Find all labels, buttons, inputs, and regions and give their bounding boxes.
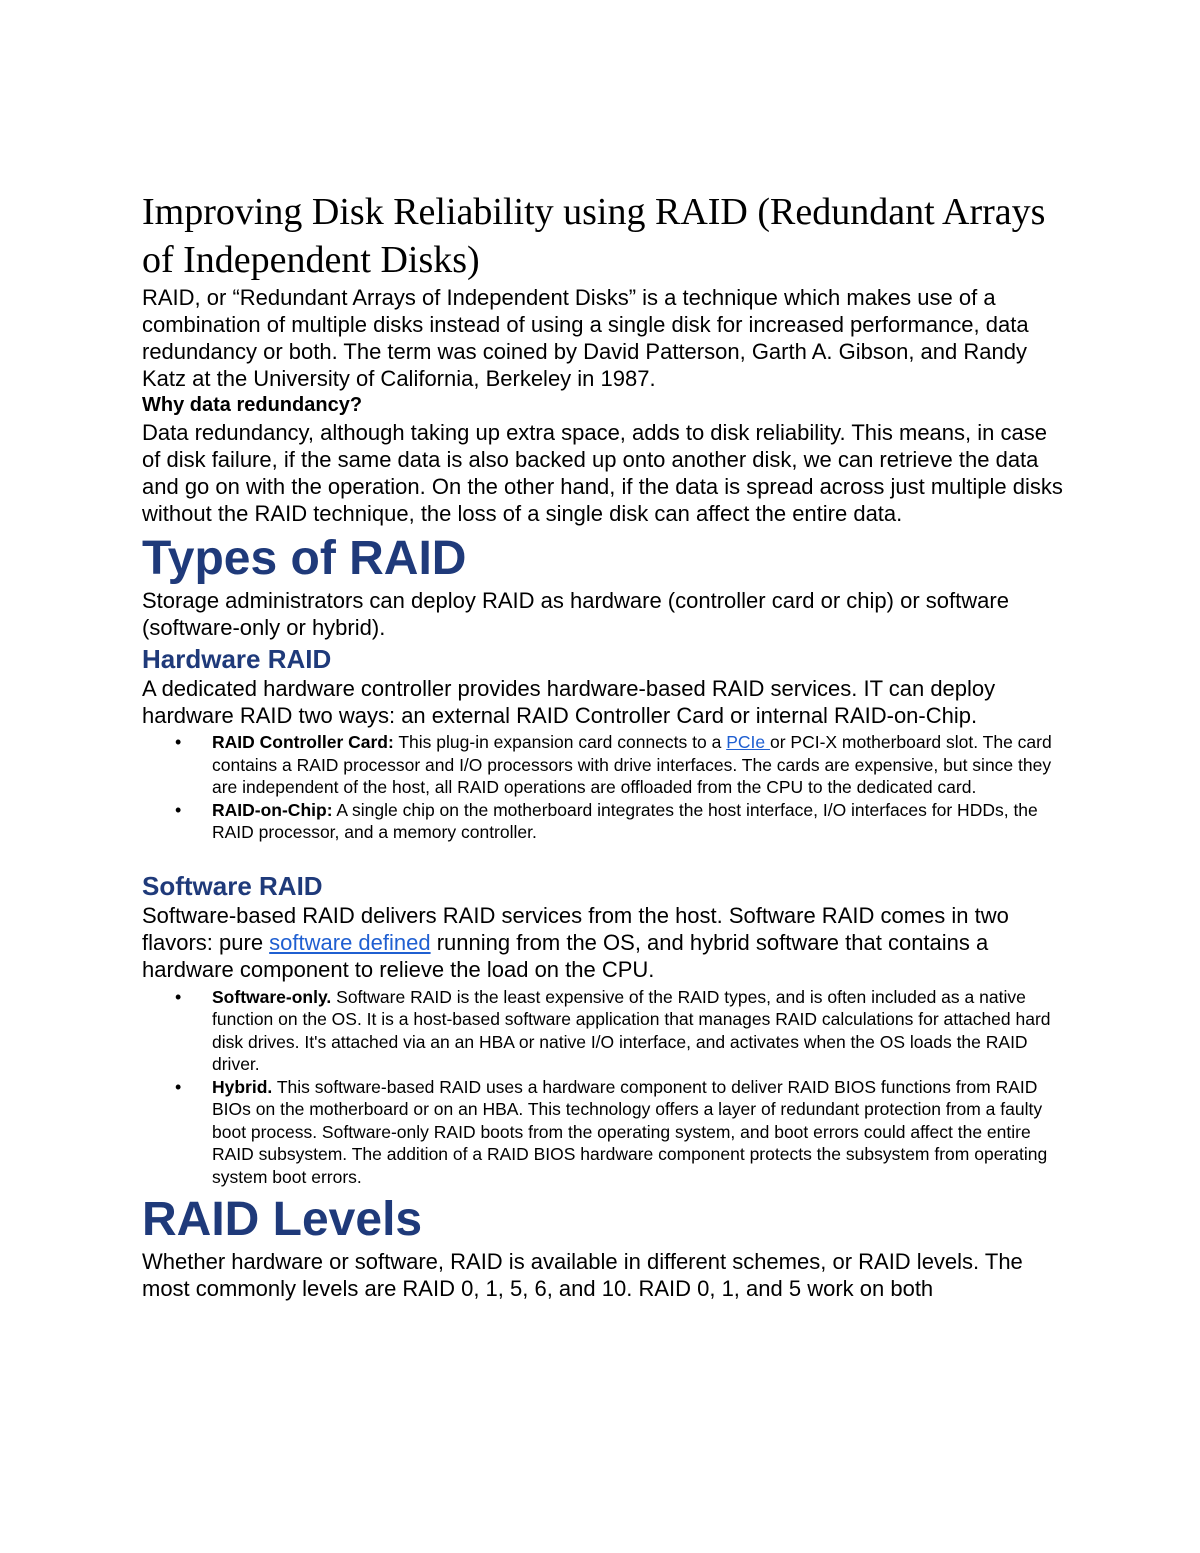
software-raid-paragraph xyxy=(142,902,1067,983)
list-item-text: A single chip on the motherboard integrates the host interface, I/O interfaces for HDDs, the RAID processor, and a memory controller. xyxy=(212,799,1038,842)
document-page xyxy=(142,188,1067,1302)
list-item xyxy=(175,986,1067,1076)
bullet-icon: • xyxy=(175,1076,182,1097)
raid-levels-heading: RAID Levels xyxy=(142,1193,423,1246)
list-item-label: Software-only. xyxy=(212,986,332,1007)
list-item-label: RAID Controller Card: xyxy=(212,732,394,752)
hardware-raid-list xyxy=(142,731,1067,844)
why-redundancy-paragraph: Data redundancy, although taking up extra space, adds to disk reliability. This means, in case of disk failure, if the same data is also backed up onto another disk, we can retrieve the data and go on with the operation. On the other hand, if the data is spread across just multiple disks without the RAID technique, the loss of a single disk can affect the entire data. xyxy=(142,420,1063,526)
types-of-raid-heading: Types of RAID xyxy=(142,532,467,585)
types-of-raid-paragraph: Storage administrators can deploy RAID as hardware (controller card or chip) or software (software-only or hybrid). xyxy=(142,588,1009,640)
list-item xyxy=(175,799,1067,844)
list-item xyxy=(175,1076,1067,1189)
why-redundancy-heading: Why data redundancy? xyxy=(142,394,363,416)
software-raid-text: Software-based RAID delivers RAID services from the host. Software RAID comes in two flavors: pure xyxy=(142,902,1009,955)
hardware-raid-heading: Hardware RAID xyxy=(142,644,332,674)
list-item-text: This plug-in expansion card connects to a xyxy=(393,732,727,752)
software-raid-text: running from the OS, and hybrid software that contains a hardware component to relieve the load on the CPU. xyxy=(142,929,989,982)
list-item-text: or PCI-X motherboard slot. The card contains a RAID processor and I/O processors with drive interfaces. The cards are expensive, but since they are independent of the host, all RAID operations are offloaded from the CPU to the dedicated card. xyxy=(212,732,1052,797)
intro-paragraph: RAID, or “Redundant Arrays of Independent Disks” is a technique which makes use of a combination of multiple disks instead of using a single disk for increased performance, data redundancy or both. The term was coined by David Patterson, Garth A. Gibson, and Randy Katz at the University of California, Berkeley in 1987. xyxy=(142,285,1029,391)
pcie-link[interactable]: PCIe xyxy=(726,732,770,752)
bullet-icon: • xyxy=(175,732,182,752)
software-raid-list xyxy=(142,986,1067,1189)
bullet-icon: • xyxy=(175,986,182,1007)
list-item-label: Hybrid. xyxy=(212,1076,273,1097)
list-item-text: This software-based RAID uses a hardware component to deliver RAID BIOS functions from RAID BIOs on the motherboard or on an HBA. This technology offers a layer of redundant protection from a faulty boot process. Software-only RAID boots from the operating system, and boot errors could affect the entire RAID subsystem. The addition of a RAID BIOS hardware component protects the subsystem from operating system boot errors. xyxy=(212,1076,1048,1187)
list-item xyxy=(175,731,1067,799)
list-item-label: RAID-on-Chip: xyxy=(212,799,333,820)
hardware-raid-paragraph: A dedicated hardware controller provides hardware-based RAID services. IT can deploy hardware RAID two ways: an external RAID Controller Card or internal RAID-on-Chip. xyxy=(142,676,996,728)
list-item-text: Software RAID is the least expensive of the RAID types, and is often included as a native function on the OS. It is a host-based software application that manages RAID calculations for attached hard disk drives. It's attached via an an HBA or native I/O interface, and activates when the OS loads the RAID driver. xyxy=(212,986,1051,1074)
raid-levels-paragraph: Whether hardware or software, RAID is available in different schemes, or RAID levels. The most commonly levels are RAID 0, 1, 5, 6, and 10. RAID 0, 1, and 5 work on both xyxy=(142,1249,1023,1301)
bullet-icon: • xyxy=(175,799,182,820)
software-raid-heading: Software RAID xyxy=(142,870,323,901)
software-defined-link[interactable]: software defined xyxy=(269,929,431,955)
document-title: Improving Disk Reliability using RAID (Redundant Arrays of Independent Disks) xyxy=(142,191,1046,281)
